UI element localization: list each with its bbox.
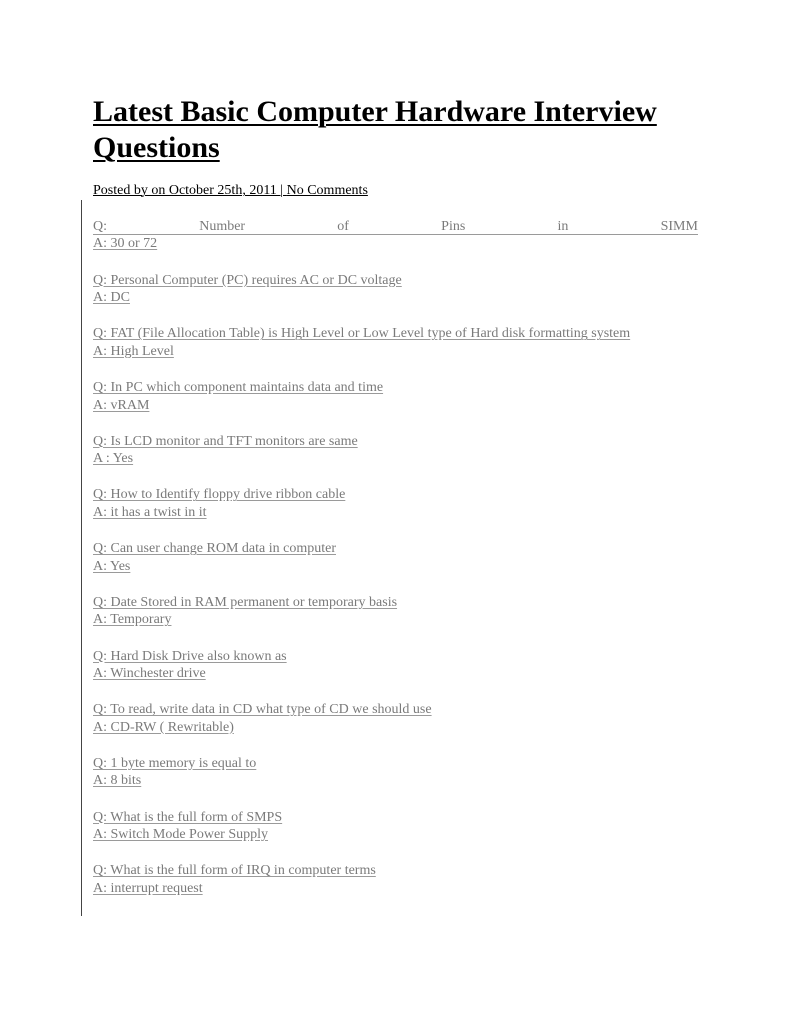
qa-item (93, 272, 698, 326)
answer-line[interactable]: A: 30 or 72 (93, 236, 158, 251)
question-line[interactable]: Q: How to Identify floppy drive ribbon cable (93, 487, 346, 503)
question-word: Q: (93, 219, 107, 234)
answer-line[interactable]: A: it has a twist in it (93, 504, 207, 520)
qa-item (93, 325, 698, 379)
question-line[interactable]: Q: Hard Disk Drive also known as (93, 648, 287, 664)
answer-line[interactable]: A: vRAM (93, 397, 150, 413)
blockquote-bar (81, 200, 82, 916)
answer-line[interactable]: A: Temporary (93, 612, 172, 628)
qa-item (93, 648, 698, 702)
answer-line[interactable]: A: Yes (93, 558, 131, 574)
post-date: Posted by on October 25th, 2011 | (93, 183, 287, 198)
qa-item (93, 755, 698, 809)
answer-line[interactable]: A: Winchester drive (93, 666, 206, 681)
qa-item (93, 218, 698, 272)
question-line[interactable]: Q: Personal Computer (PC) requires AC or DC voltage (93, 272, 402, 288)
question-line[interactable]: Q: Can user change ROM data in computer (93, 541, 336, 557)
question-line[interactable]: Q: What is the full form of SMPS (93, 809, 283, 825)
question-line[interactable]: Q: Date Stored in RAM permanent or temporary basis (93, 594, 398, 610)
question-line[interactable]: Q: What is the full form of IRQ in computer terms (93, 863, 376, 879)
qa-item (93, 701, 698, 755)
answer-line[interactable]: A : Yes (93, 451, 134, 467)
qa-item (93, 433, 698, 487)
answer-line[interactable]: A: Switch Mode Power Supply (93, 827, 268, 843)
question-line[interactable]: Q: FAT (File Allocation Table) is High Level or Low Level type of Hard disk formatting system (93, 326, 631, 342)
answer-line[interactable]: A: 8 bits (93, 773, 142, 789)
question-line[interactable]: Q: Is LCD monitor and TFT monitors are same (93, 433, 358, 449)
question-word: SIMM (660, 219, 698, 234)
article-title[interactable]: Latest Basic Computer Hardware Interview Questions (93, 95, 657, 164)
question-word: in (557, 219, 569, 234)
qa-item (93, 594, 698, 648)
comments-link[interactable]: No Comments (286, 183, 368, 198)
post-meta (93, 182, 368, 200)
qa-item (93, 540, 698, 594)
question-word: Pins (441, 219, 466, 234)
question-word: Number (199, 219, 246, 234)
answer-line[interactable]: A: interrupt request (93, 880, 203, 896)
qa-list (93, 218, 698, 916)
qa-item (93, 486, 698, 540)
qa-item (93, 809, 698, 863)
question-line[interactable]: Q: To read, write data in CD what type of CD we should use (93, 702, 432, 718)
qa-item (93, 379, 698, 433)
question-line[interactable] (93, 218, 698, 235)
question-line[interactable]: Q: 1 byte memory is equal to (93, 755, 257, 771)
answer-line[interactable]: A: DC (93, 290, 130, 306)
question-word: of (337, 219, 349, 234)
qa-item (93, 862, 698, 916)
question-line[interactable]: Q: In PC which component maintains data and time (93, 380, 384, 396)
answer-line[interactable]: A: CD-RW ( Rewritable) (93, 719, 234, 735)
answer-line[interactable]: A: High Level (93, 343, 174, 359)
